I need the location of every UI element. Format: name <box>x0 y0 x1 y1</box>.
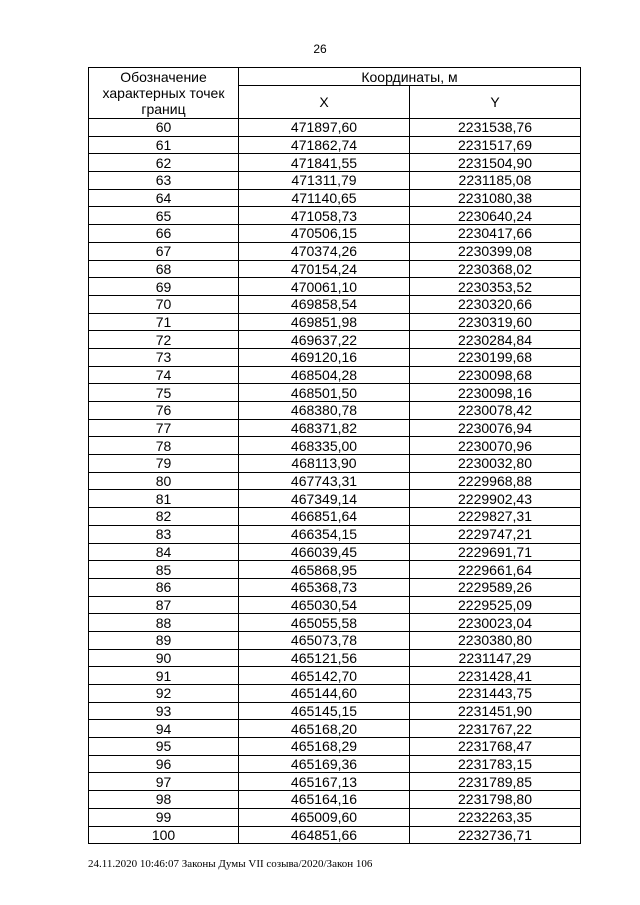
y-coordinate-cell: 2229902,43 <box>410 490 581 508</box>
x-coordinate-cell: 469858,54 <box>239 295 410 313</box>
x-coordinate-cell: 465073,78 <box>239 631 410 649</box>
y-coordinate-cell: 2229968,88 <box>410 472 581 490</box>
x-coordinate-cell: 465055,58 <box>239 614 410 632</box>
y-coordinate-cell: 2232736,71 <box>410 826 581 844</box>
table-row <box>89 738 581 756</box>
x-coordinate-cell: 465169,36 <box>239 755 410 773</box>
table-row <box>89 561 581 579</box>
table-row <box>89 455 581 473</box>
point-number-cell: 84 <box>89 543 239 561</box>
table-row <box>89 331 581 349</box>
y-coordinate-cell: 2230399,08 <box>410 242 581 260</box>
y-coordinate-cell: 2230284,84 <box>410 331 581 349</box>
point-number-cell: 80 <box>89 472 239 490</box>
table-row <box>89 508 581 526</box>
y-coordinate-cell: 2231798,80 <box>410 791 581 809</box>
point-number-cell: 89 <box>89 631 239 649</box>
point-number-cell: 75 <box>89 384 239 402</box>
y-coordinate-cell: 2230640,24 <box>410 207 581 225</box>
x-coordinate-cell: 468113,90 <box>239 455 410 473</box>
point-number-cell: 62 <box>89 154 239 172</box>
table-row <box>89 348 581 366</box>
x-coordinate-cell: 471897,60 <box>239 119 410 137</box>
point-number-cell: 64 <box>89 189 239 207</box>
y-coordinate-cell: 2231185,08 <box>410 172 581 190</box>
x-coordinate-cell: 468504,28 <box>239 366 410 384</box>
y-coordinate-cell: 2230032,80 <box>410 455 581 473</box>
point-number-cell: 70 <box>89 295 239 313</box>
point-number-cell: 72 <box>89 331 239 349</box>
point-number-cell: 90 <box>89 649 239 667</box>
point-number-cell: 87 <box>89 596 239 614</box>
point-number-cell: 98 <box>89 791 239 809</box>
y-coordinate-cell: 2231080,38 <box>410 189 581 207</box>
point-number-cell: 88 <box>89 614 239 632</box>
table-row <box>89 614 581 632</box>
table-row <box>89 773 581 791</box>
point-number-cell: 78 <box>89 437 239 455</box>
point-number-cell: 95 <box>89 738 239 756</box>
y-coordinate-cell: 2230070,96 <box>410 437 581 455</box>
table-row <box>89 472 581 490</box>
point-number-cell: 91 <box>89 667 239 685</box>
point-number-cell: 69 <box>89 278 239 296</box>
x-coordinate-cell: 465030,54 <box>239 596 410 614</box>
point-number-cell: 71 <box>89 313 239 331</box>
table-row <box>89 154 581 172</box>
table-row <box>89 260 581 278</box>
point-number-cell: 100 <box>89 826 239 844</box>
x-coordinate-cell: 466039,45 <box>239 543 410 561</box>
table-row <box>89 207 581 225</box>
x-coordinate-cell: 471058,73 <box>239 207 410 225</box>
table-body <box>89 119 581 844</box>
point-number-cell: 67 <box>89 242 239 260</box>
y-coordinate-cell: 2231767,22 <box>410 720 581 738</box>
table-row <box>89 685 581 703</box>
point-number-cell: 96 <box>89 755 239 773</box>
table-row <box>89 808 581 826</box>
x-coordinate-cell: 466851,64 <box>239 508 410 526</box>
x-coordinate-cell: 465121,56 <box>239 649 410 667</box>
y-coordinate-cell: 2229691,71 <box>410 543 581 561</box>
point-number-cell: 77 <box>89 419 239 437</box>
y-coordinate-cell: 2231504,90 <box>410 154 581 172</box>
x-coordinate-cell: 469851,98 <box>239 313 410 331</box>
y-axis-header: Y <box>410 86 581 119</box>
x-coordinate-cell: 470506,15 <box>239 225 410 243</box>
x-coordinate-cell: 469637,22 <box>239 331 410 349</box>
table-row <box>89 578 581 596</box>
x-coordinate-cell: 465168,20 <box>239 720 410 738</box>
x-coordinate-cell: 465168,29 <box>239 738 410 756</box>
y-coordinate-cell: 2231517,69 <box>410 136 581 154</box>
x-coordinate-cell: 465142,70 <box>239 667 410 685</box>
table-row <box>89 649 581 667</box>
point-number-cell: 65 <box>89 207 239 225</box>
x-coordinate-cell: 471140,65 <box>239 189 410 207</box>
table-row <box>89 791 581 809</box>
point-number-cell: 85 <box>89 561 239 579</box>
x-coordinate-cell: 465144,60 <box>239 685 410 703</box>
x-coordinate-cell: 470374,26 <box>239 242 410 260</box>
table-row <box>89 631 581 649</box>
x-coordinate-cell: 471841,55 <box>239 154 410 172</box>
table-row <box>89 826 581 844</box>
table-row <box>89 136 581 154</box>
y-coordinate-cell: 2229827,31 <box>410 508 581 526</box>
y-coordinate-cell: 2230076,94 <box>410 419 581 437</box>
x-coordinate-cell: 470154,24 <box>239 260 410 278</box>
table-row <box>89 525 581 543</box>
y-coordinate-cell: 2230353,52 <box>410 278 581 296</box>
point-number-cell: 61 <box>89 136 239 154</box>
point-number-cell: 66 <box>89 225 239 243</box>
y-coordinate-cell: 2229661,64 <box>410 561 581 579</box>
x-coordinate-cell: 468501,50 <box>239 384 410 402</box>
point-number-cell: 86 <box>89 578 239 596</box>
y-coordinate-cell: 2231538,76 <box>410 119 581 137</box>
table-row <box>89 172 581 190</box>
y-coordinate-cell: 2230098,68 <box>410 366 581 384</box>
footer-stamp: 24.11.2020 10:46:07 Законы Думы VII созыва/2020/Закон 106 <box>88 858 373 870</box>
table-row <box>89 667 581 685</box>
point-number-cell: 81 <box>89 490 239 508</box>
x-coordinate-cell: 471862,74 <box>239 136 410 154</box>
point-number-cell: 79 <box>89 455 239 473</box>
table-row <box>89 490 581 508</box>
y-coordinate-cell: 2230078,42 <box>410 402 581 420</box>
y-coordinate-cell: 2231789,85 <box>410 773 581 791</box>
table-row <box>89 384 581 402</box>
point-number-cell: 82 <box>89 508 239 526</box>
point-number-cell: 74 <box>89 366 239 384</box>
x-coordinate-cell: 468371,82 <box>239 419 410 437</box>
y-coordinate-cell: 2232263,35 <box>410 808 581 826</box>
point-number-cell: 63 <box>89 172 239 190</box>
x-coordinate-cell: 465368,73 <box>239 578 410 596</box>
point-number-cell: 93 <box>89 702 239 720</box>
table-row <box>89 225 581 243</box>
y-coordinate-cell: 2231443,75 <box>410 685 581 703</box>
x-coordinate-cell: 468335,00 <box>239 437 410 455</box>
x-coordinate-cell: 464851,66 <box>239 826 410 844</box>
y-coordinate-cell: 2229589,26 <box>410 578 581 596</box>
table-row <box>89 366 581 384</box>
table-row <box>89 720 581 738</box>
x-axis-header: X <box>239 86 410 119</box>
point-number-cell: 73 <box>89 348 239 366</box>
page-number: 26 <box>313 42 327 56</box>
table-row <box>89 596 581 614</box>
table-row <box>89 543 581 561</box>
table-header <box>89 68 581 119</box>
point-number-cell: 97 <box>89 773 239 791</box>
y-coordinate-cell: 2230023,04 <box>410 614 581 632</box>
table-row <box>89 755 581 773</box>
x-coordinate-cell: 467349,14 <box>239 490 410 508</box>
y-coordinate-cell: 2229747,21 <box>410 525 581 543</box>
x-coordinate-cell: 470061,10 <box>239 278 410 296</box>
table-row <box>89 278 581 296</box>
y-coordinate-cell: 2230319,60 <box>410 313 581 331</box>
table-row <box>89 242 581 260</box>
coordinates-table <box>88 67 581 844</box>
point-number-cell: 60 <box>89 119 239 137</box>
point-label-header: Обозначение характерных точек границ <box>89 68 239 119</box>
x-coordinate-cell: 465009,60 <box>239 808 410 826</box>
table-row <box>89 313 581 331</box>
y-coordinate-cell: 2231451,90 <box>410 702 581 720</box>
y-coordinate-cell: 2231768,47 <box>410 738 581 756</box>
point-number-cell: 92 <box>89 685 239 703</box>
table-row <box>89 402 581 420</box>
coordinates-header: Координаты, м <box>239 68 581 86</box>
table-row <box>89 119 581 137</box>
x-coordinate-cell: 465164,16 <box>239 791 410 809</box>
x-coordinate-cell: 465868,95 <box>239 561 410 579</box>
y-coordinate-cell: 2230320,66 <box>410 295 581 313</box>
table-row <box>89 702 581 720</box>
y-coordinate-cell: 2231428,41 <box>410 667 581 685</box>
y-coordinate-cell: 2230199,68 <box>410 348 581 366</box>
point-number-cell: 68 <box>89 260 239 278</box>
x-coordinate-cell: 466354,15 <box>239 525 410 543</box>
header-row-top <box>89 68 581 86</box>
point-number-cell: 99 <box>89 808 239 826</box>
point-number-cell: 76 <box>89 402 239 420</box>
point-number-cell: 83 <box>89 525 239 543</box>
table-row <box>89 189 581 207</box>
y-coordinate-cell: 2230098,16 <box>410 384 581 402</box>
table-row <box>89 419 581 437</box>
y-coordinate-cell: 2230417,66 <box>410 225 581 243</box>
x-coordinate-cell: 465167,13 <box>239 773 410 791</box>
x-coordinate-cell: 468380,78 <box>239 402 410 420</box>
y-coordinate-cell: 2230380,80 <box>410 631 581 649</box>
y-coordinate-cell: 2231783,15 <box>410 755 581 773</box>
x-coordinate-cell: 467743,31 <box>239 472 410 490</box>
y-coordinate-cell: 2230368,02 <box>410 260 581 278</box>
point-number-cell: 94 <box>89 720 239 738</box>
x-coordinate-cell: 471311,79 <box>239 172 410 190</box>
table-row <box>89 295 581 313</box>
x-coordinate-cell: 469120,16 <box>239 348 410 366</box>
y-coordinate-cell: 2229525,09 <box>410 596 581 614</box>
table-row <box>89 437 581 455</box>
x-coordinate-cell: 465145,15 <box>239 702 410 720</box>
y-coordinate-cell: 2231147,29 <box>410 649 581 667</box>
